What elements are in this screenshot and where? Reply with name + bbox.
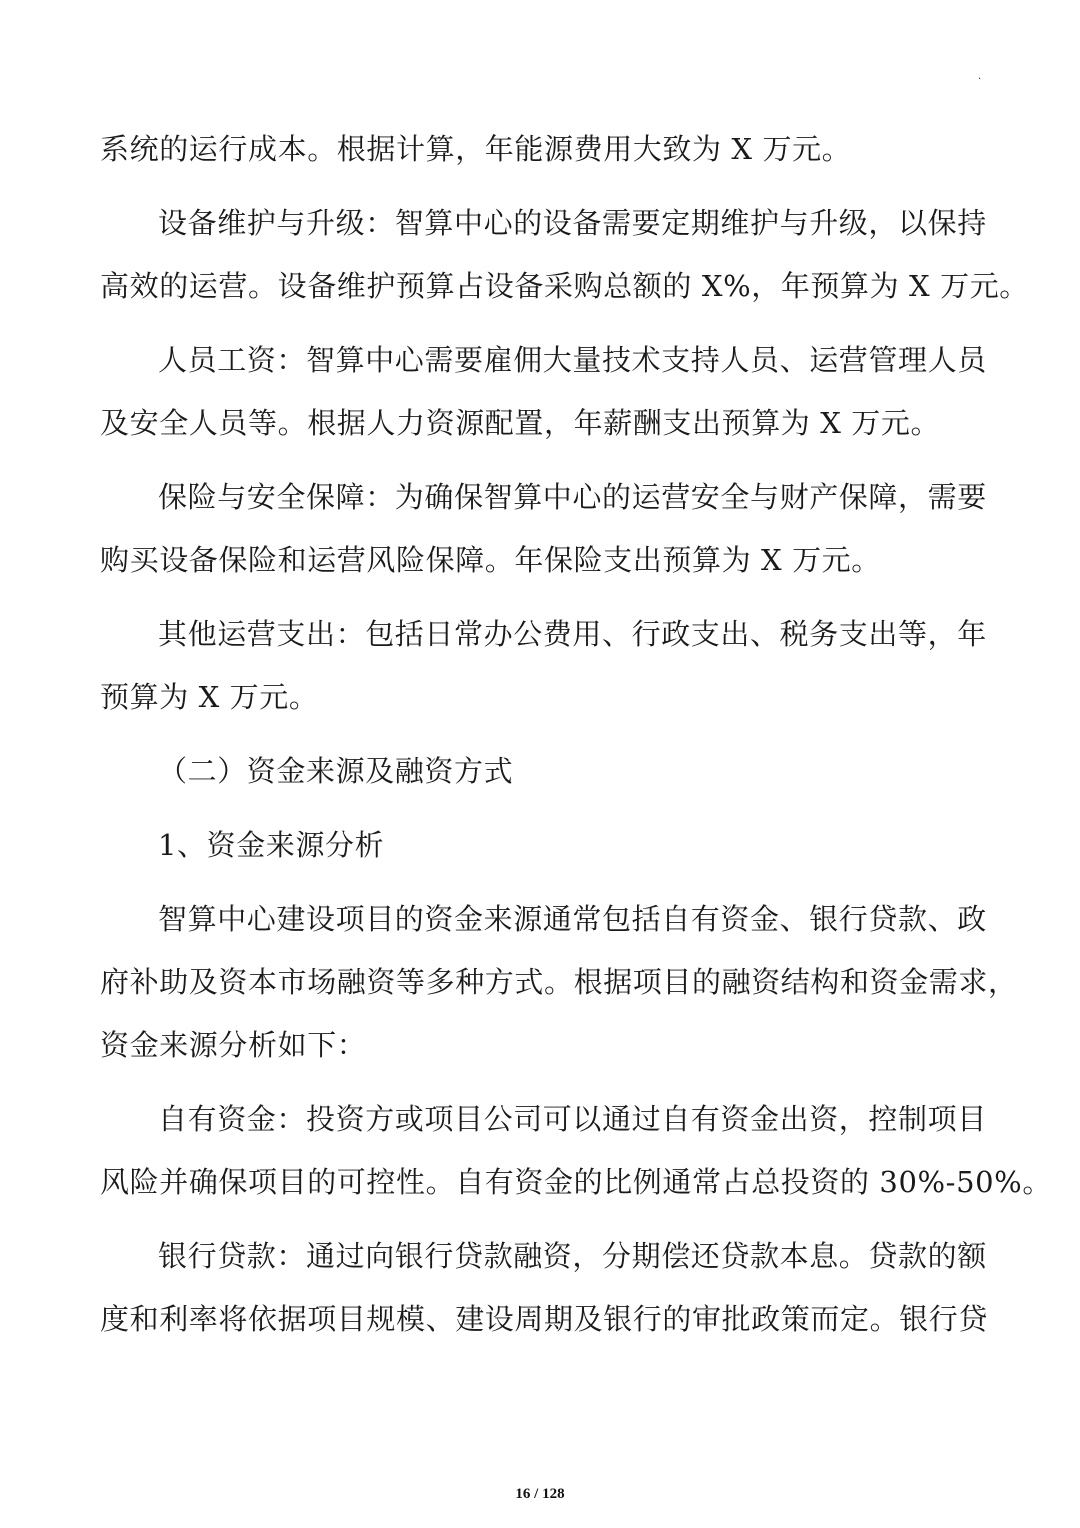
paragraph-line: 预算为 X 万元。 — [100, 680, 319, 714]
section-heading: （二）资金来源及融资方式 — [158, 754, 514, 788]
paragraph-line: 自有资金：投资方或项目公司可以通过自有资金出资，控制项目 — [158, 1102, 987, 1136]
paragraph-line: 及安全人员等。根据人力资源配置，年薪酬支出预算为 X 万元。 — [100, 406, 941, 440]
paragraph-line: 购买设备保险和运营风险保障。年保险支出预算为 X 万元。 — [100, 543, 881, 577]
paragraph-line: 人员工资：智算中心需要雇佣大量技术支持人员、运营管理人员 — [158, 343, 987, 377]
paragraph-line: 设备维护与升级：智算中心的设备需要定期维护与升级，以保持 — [158, 206, 987, 240]
subsection-heading: 1、资金来源分析 — [158, 828, 385, 862]
corner-mark: · — [978, 74, 982, 85]
paragraph-line: 度和利率将依据项目规模、建设周期及银行的审批政策而定。银行贷 — [100, 1302, 989, 1336]
paragraph-line: 银行贷款：通过向银行贷款融资，分期偿还贷款本息。贷款的额 — [158, 1239, 987, 1273]
paragraph-line: 智算中心建设项目的资金来源通常包括自有资金、银行贷款、政 — [158, 902, 987, 936]
paragraph-line: 资金来源分析如下： — [100, 1028, 367, 1062]
paragraph-line: 风险并确保项目的可控性。自有资金的比例通常占总投资的 30%-50%。 — [100, 1165, 1052, 1199]
page-number: 16 / 128 — [515, 1486, 565, 1502]
paragraph-line: 系统的运行成本。根据计算，年能源费用大致为 X 万元。 — [100, 132, 852, 166]
paragraph-line: 府补助及资本市场融资等多种方式。根据项目的融资结构和资金需求， — [100, 965, 1018, 999]
paragraph-line: 保险与安全保障：为确保智算中心的运营安全与财产保障，需要 — [158, 480, 987, 514]
paragraph-line: 其他运营支出：包括日常办公费用、行政支出、税务支出等，年 — [158, 617, 987, 651]
paragraph-line: 高效的运营。设备维护预算占设备采购总额的 X%，年预算为 X 万元。 — [100, 269, 1029, 303]
